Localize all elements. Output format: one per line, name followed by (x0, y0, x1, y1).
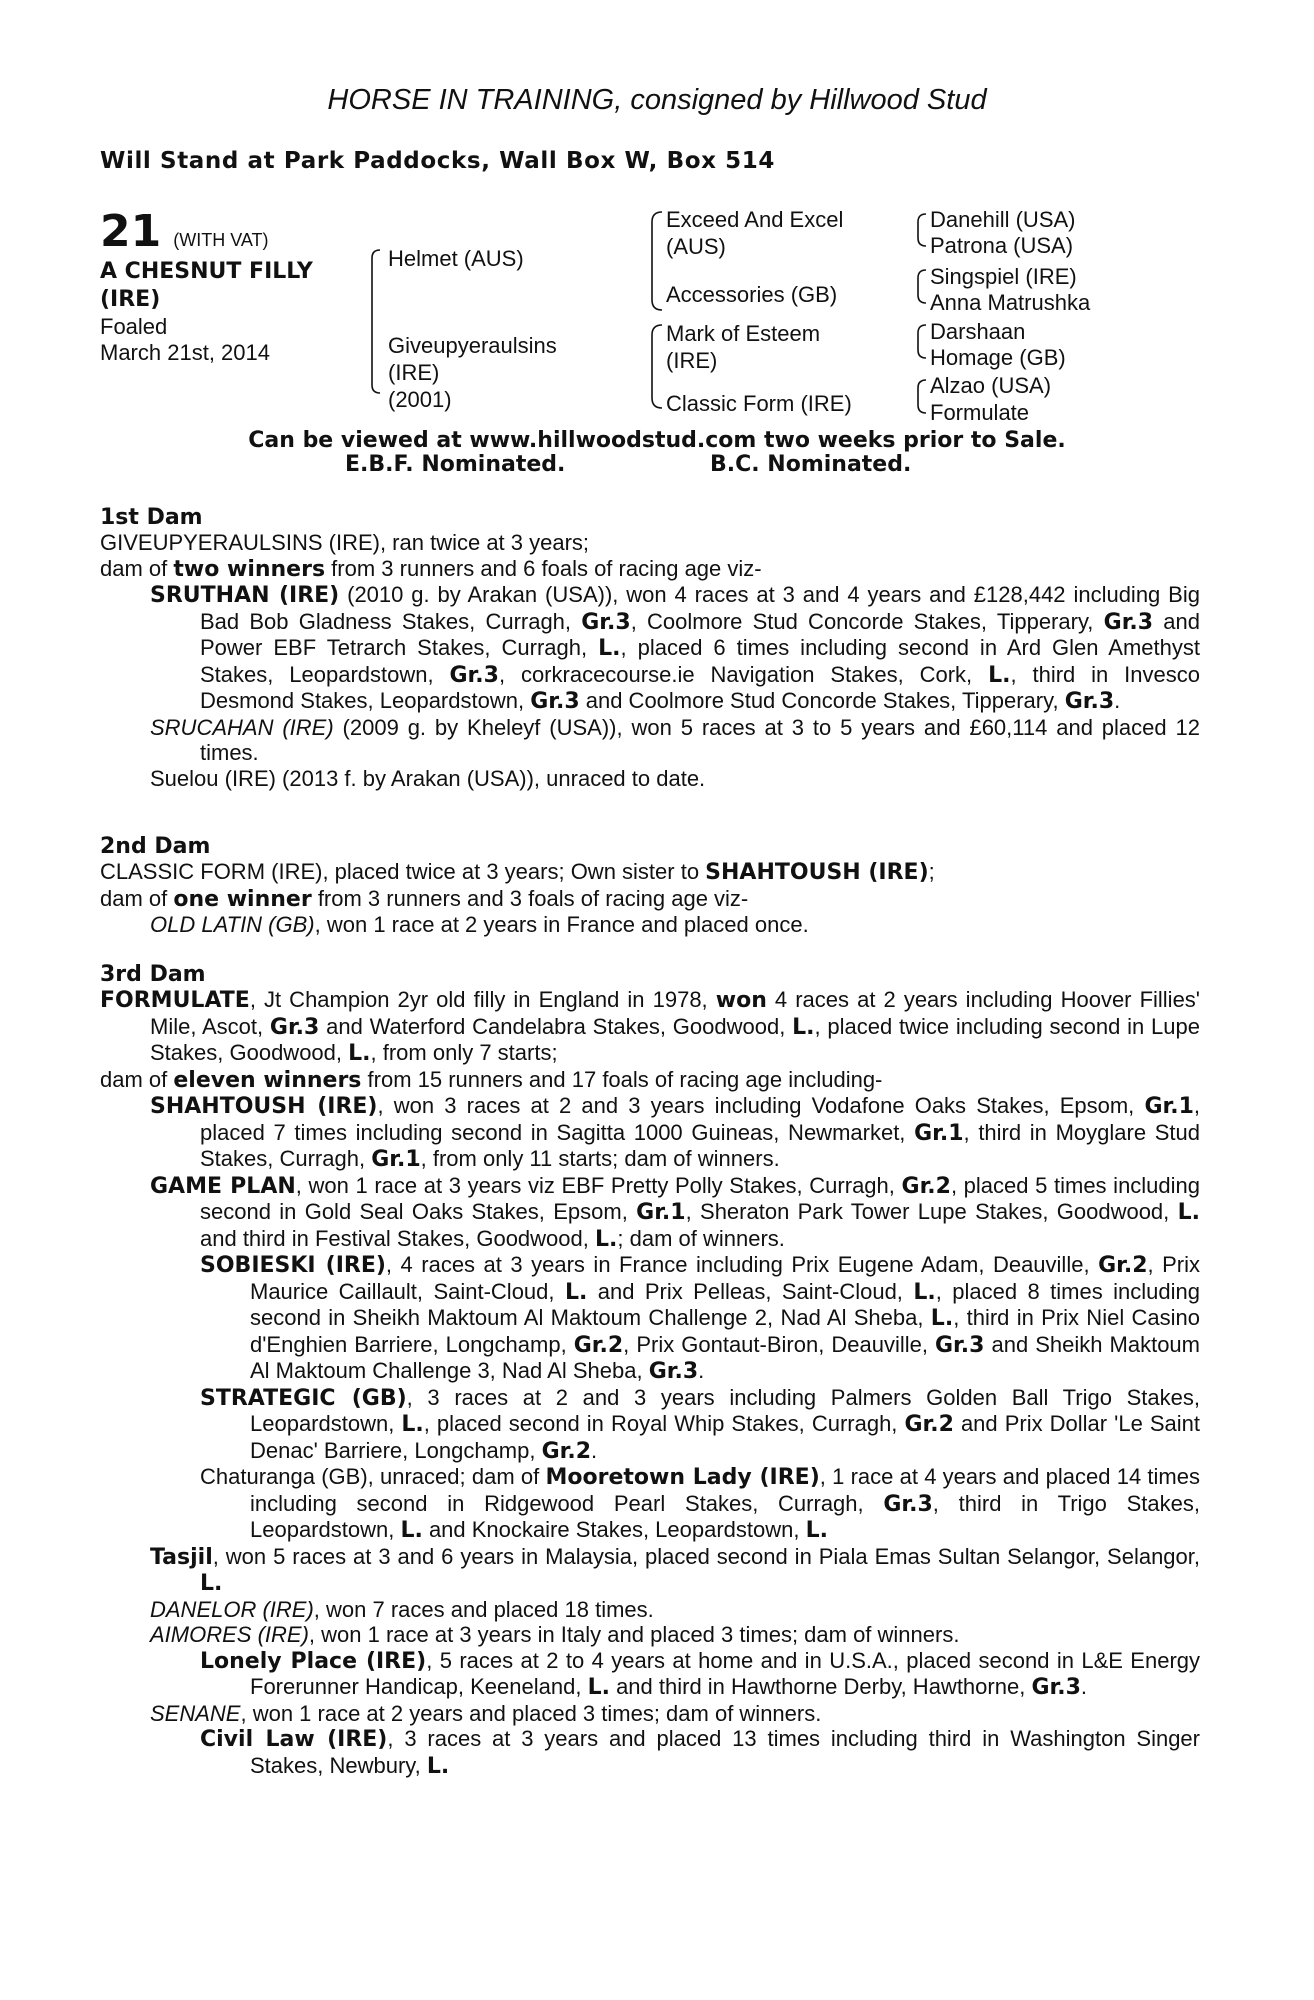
ebf-nominated: E.B.F. Nominated. (345, 452, 566, 477)
lot-description-origin: (IRE) (100, 287, 161, 312)
second-dam-produce-summary: dam of one winner from 3 runners and 3 foals of racing age viz- (100, 885, 749, 912)
ss-sire: Danehill (USA) (930, 207, 1076, 232)
produce-sruthan: SRUTHAN (IRE) (2010 g. by Arakan (USA)), won 4 races at 3 and 4 years and £128,442 including Big Bad Bob Gladness Stakes, Curragh, Gr.3, Coolmore Stud Concorde Stakes, Tipperary, Gr.3 and Power EBF Tetrarch Stakes, Curragh, L., placed 6 times including second in Ard Glen Amethyst Stakes, Leopardstown, Gr.3, corkracecourse.ie Navigation Stakes, Cork, L., third in Invesco Desmond Stakes, Leopardstown, Gr.3 and Coolmore Stud Concorde Stakes, Tipperary, Gr.3. (150, 582, 1201, 714)
second-dam-section (100, 859, 1200, 938)
dam-name-origin: (IRE) (388, 360, 440, 385)
bracket-gen1 (372, 250, 380, 393)
produce-sobieski: SOBIESKI (IRE), 4 races at 3 years in France including Prix Eugene Adam, Deauville, Gr.2, Prix Maurice Caillault, Saint-Cloud, L. and Prix Pelleas, Saint-Cloud, L., placed 8 times including second in Sheikh Maktoum Al Maktoum Challenge 2, Nad Al Sheba, L., third in Prix Niel Casino d'Enghien Barriere, Longchamp, Gr.2, Prix Gontaut-Biron, Deauville, Gr.3 and Sheikh Maktoum Al Maktoum Challenge 3, Nad Al Sheba, Gr.3. (200, 1252, 1200, 1384)
first-dam-heading: 1st Dam (100, 505, 203, 530)
dam-sire: Mark of Esteem (666, 321, 821, 346)
produce-civil-law: Civil Law (IRE), 3 races at 3 years and placed 13 times including third in Washington Singer Stakes, Newbury, L. (200, 1726, 1200, 1779)
ds-sire: Darshaan (930, 319, 1026, 344)
produce-game-plan: GAME PLAN, won 1 race at 3 years viz EBF Pretty Polly Stakes, Curragh, Gr.2, placed 5 times including second in Gold Seal Oaks Stakes, Epsom, Gr.1, Sheraton Park Tower Lupe Stakes, Goodwood, L. and third in Festival Stakes, Goodwood, L.; dam of winners. (150, 1172, 1201, 1252)
third-dam-produce-summary: dam of eleven winners from 15 runners and 17 foals of racing age including- (100, 1066, 883, 1093)
sd-sire: Singspiel (IRE) (930, 264, 1077, 289)
bracket-dam (652, 325, 662, 408)
sire-sire: Exceed And Excel (666, 207, 844, 232)
sire-dam: Accessories (GB) (666, 282, 838, 307)
third-dam-section (100, 987, 1200, 1779)
dd-sire: Alzao (USA) (930, 373, 1052, 398)
second-dam-line: CLASSIC FORM (IRE), placed twice at 3 years; Own sister to SHAHTOUSH (IRE); (100, 859, 935, 885)
bracket-dd (918, 380, 926, 413)
bracket-ds (918, 325, 926, 358)
bracket-sire (652, 212, 662, 310)
stand-location: Will Stand at Park Paddocks, Wall Box W, Box 514 (100, 148, 775, 174)
dam-sire-origin: (IRE) (666, 348, 718, 373)
first-dam-line: GIVEUPYERAULSINS (IRE), ran twice at 3 years; (100, 530, 590, 555)
dam-name: Giveupyeraulsins (388, 333, 557, 358)
produce-chaturanga: Chaturanga (GB), unraced; dam of Mooretown Lady (IRE), 1 race at 4 years and placed 14 times including second in Ridgewood Pearl Stakes, Curragh, Gr.3, third in Trigo Stakes, Leopardstown, L. and Knockaire Stakes, Leopardstown, L. (200, 1464, 1200, 1543)
lot-description: A CHESNUT FILLY (100, 259, 313, 284)
dd-dam: Formulate (930, 400, 1030, 425)
bracket-ss (918, 214, 926, 246)
ss-dam: Patrona (USA) (930, 233, 1074, 258)
bracket-sd (918, 270, 926, 303)
sire-sire-origin: (AUS) (666, 234, 726, 259)
vat-label: (WITH VAT) (173, 230, 269, 250)
produce-danelor: DANELOR (IRE), won 7 races and placed 18 times. (150, 1596, 654, 1622)
third-dam-formulate: FORMULATE, Jt Champion 2yr old filly in England in 1978, won 4 races at 2 years including Hoover Fillies' Mile, Ascot, Gr.3 and Waterford Candelabra Stakes, Goodwood, L., placed twice including second in Lupe Stakes, Goodwood, L., from only 7 starts; (100, 987, 1201, 1066)
second-dam-heading: 2nd Dam (100, 834, 211, 859)
bc-nominated: B.C. Nominated. (710, 452, 912, 477)
first-dam-produce-summary: dam of two winners from 3 runners and 6 foals of racing age viz- (100, 555, 762, 582)
produce-senane: SENANE, won 1 race at 2 years and placed 3 times; dam of winners. (150, 1700, 822, 1726)
lot-number: 21 (100, 206, 162, 257)
foaled-label: Foaled (100, 314, 168, 339)
produce-srucahan: SRUCAHAN (IRE) (2009 g. by Kheleyf (USA)), won 5 races at 3 to 5 years and £60,114 and placed 12 times. (150, 714, 1200, 765)
produce-aimores: AIMORES (IRE), won 1 race at 3 years in Italy and placed 3 times; dam of winners. (150, 1622, 960, 1647)
third-dam-heading: 3rd Dam (100, 962, 206, 987)
sire-name: Helmet (AUS) (388, 246, 524, 271)
produce-tasjil: Tasjil, won 5 races at 3 and 6 years in Malaysia, placed second in Piala Emas Sultan Selangor, Selangor, L. (150, 1543, 1200, 1596)
produce-shahtoush: SHAHTOUSH (IRE), won 3 races at 2 and 3 years including Vodafone Oaks Stakes, Epsom, Gr.1, placed 7 times including second in Sagitta 1000 Guineas, Newmarket, Gr.1, third in Moyglare Stud Stakes, Curragh, Gr.1, from only 11 starts; dam of winners. (150, 1093, 1200, 1172)
produce-suelou: Suelou (IRE) (2013 f. by Arakan (USA)), unraced to date. (150, 765, 706, 791)
foaled-date: March 21st, 2014 (100, 340, 270, 365)
ds-dam: Homage (GB) (930, 345, 1066, 370)
lot-block (100, 208, 370, 366)
page-title: HORSE IN TRAINING, consigned by Hillwood Stud (327, 84, 987, 116)
first-dam-section (100, 530, 1200, 791)
dam-foaled-year: (2001) (388, 387, 452, 412)
viewing-note: Can be viewed at www.hillwoodstud.com two weeks prior to Sale. (248, 428, 1066, 453)
dam-dam: Classic Form (IRE) (666, 391, 852, 416)
produce-old-latin: OLD LATIN (GB), won 1 race at 2 years in France and placed once. (150, 912, 809, 937)
produce-strategic: STRATEGIC (GB), 3 races at 2 and 3 years including Palmers Golden Ball Trigo Stakes, Leopardstown, L., placed second in Royal Whip Stakes, Curragh, Gr.2 and Prix Dollar 'Le Saint Denac' Barriere, Longchamp, Gr.2. (200, 1384, 1200, 1464)
produce-lonely-place: Lonely Place (IRE), 5 races at 2 to 4 years at home and in U.S.A., placed second in L&E Energy Forerunner Handicap, Keeneland, L. and third in Hawthorne Derby, Hawthorne, Gr.3. (200, 1647, 1201, 1700)
sd-dam: Anna Matrushka (930, 290, 1091, 315)
